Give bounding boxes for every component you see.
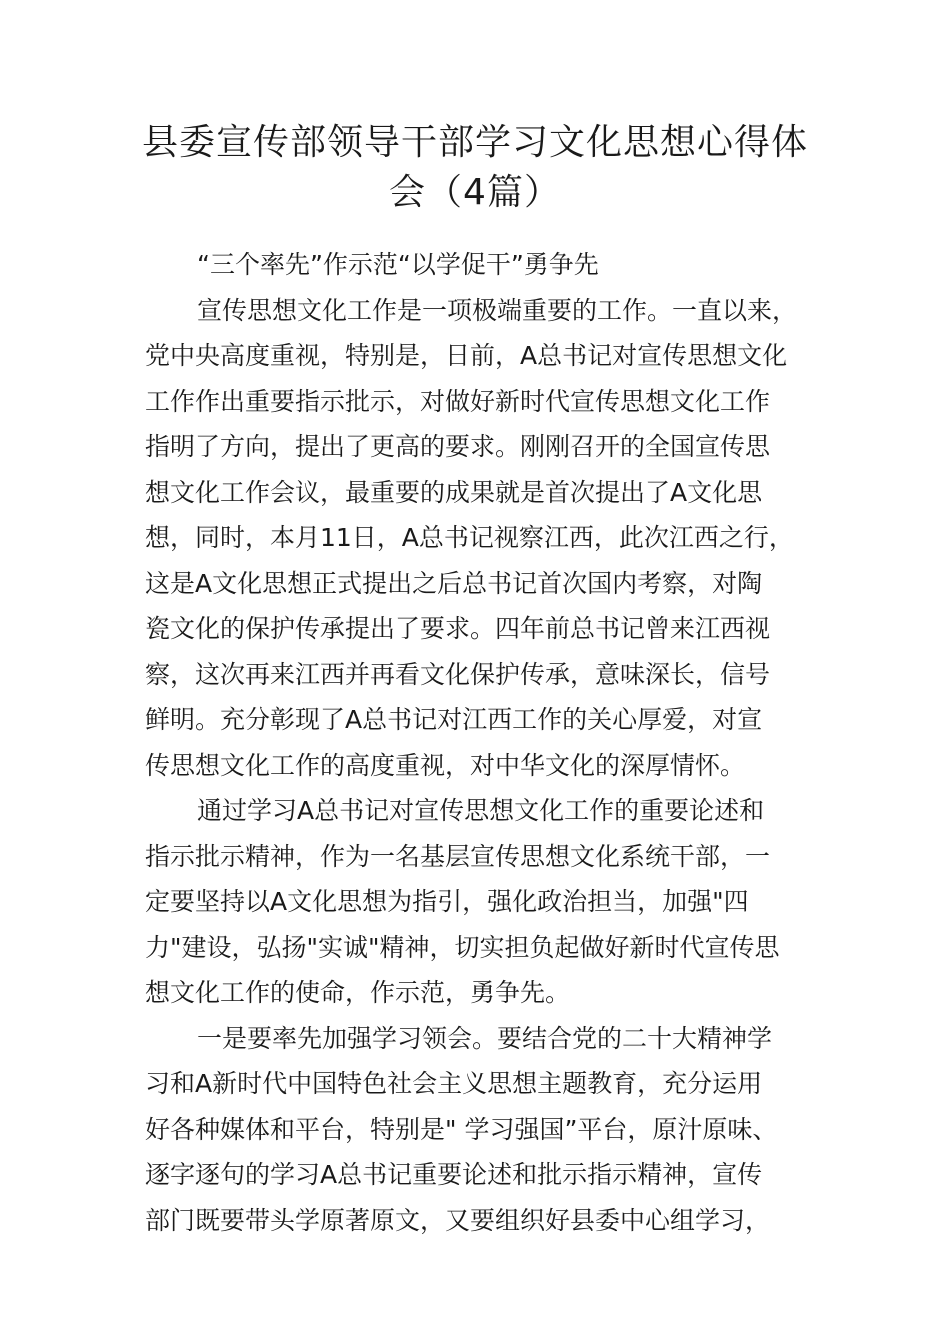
- text-line: 指示批示精神，作为一名基层宣传思想文化系统干部，一: [145, 841, 771, 871]
- document-title: [130, 118, 820, 218]
- text-line: 鲜明。充分彰现了A总书记对江西工作的关心厚爱，对宣: [145, 705, 763, 734]
- text-line: 这是A文化思想正式提出之后总书记首次国内考察，对陶: [145, 568, 763, 598]
- text-line: 传思想文化工作的高度重视，对中华文化的深厚情怀。: [145, 750, 746, 780]
- text-line: “三个率先”作示范“以学促干”勇争先: [197, 250, 599, 279]
- text-line: 想，同时，本月11日，A总书记视察江西，此次江西之行，: [145, 523, 794, 552]
- text-line: 逐字逐句的学习A总书记重要论述和批示指示精神，宣传: [145, 1160, 763, 1189]
- text-line: 力"建设，弘扬"实诚"精神，切实担负起做好新时代宣传思: [145, 932, 780, 962]
- text-line: 察，这次再来江西并再看文化保护传承，意味深长，信号: [145, 659, 771, 689]
- text-line: 习和A新时代中国特色社会主义思想主题教育，充分运用: [145, 1069, 763, 1098]
- title-line-2: 会（4篇）: [389, 172, 561, 213]
- text-line: 一是要率先加强学习领会。要结合党的二十大精神学: [197, 1023, 773, 1053]
- text-line: 好各种媒体和平台，特别是" 学习强国”平台，原汁原味、: [145, 1114, 778, 1144]
- text-line: 工作作出重要指示批示，对做好新时代宣传思想文化工作: [145, 386, 771, 416]
- text-line: 想文化工作会议，最重要的成果就是首次提出了A文化思: [145, 477, 763, 507]
- text-line: 想文化工作的使命，作示范，勇争先。: [145, 978, 571, 1007]
- document-body: [145, 242, 825, 1243]
- text-line: 通过学习A总书记对宣传思想文化工作的重要论述和: [197, 796, 765, 825]
- title-line-1: 县委宣传部领导干部学习文化思想心得体: [141, 122, 808, 163]
- text-line: 宣传思想文化工作是一项极端重要的工作。一直以来，: [197, 295, 798, 325]
- text-line: 瓷文化的保护传承提出了要求。四年前总书记曾来江西视: [145, 614, 771, 643]
- text-line: 定要坚持以A文化思想为指引，强化政治担当，加强"四: [145, 887, 749, 916]
- text-line: 党中央高度重视，特别是，日前，A总书记对宣传思想文化: [145, 341, 788, 370]
- text-line: 指明了方向，提出了更高的要求。刚刚召开的全国宣传思: [145, 432, 771, 461]
- text-line: 部门既要带头学原著原文，又要组织好县委中心组学习，: [145, 1205, 771, 1235]
